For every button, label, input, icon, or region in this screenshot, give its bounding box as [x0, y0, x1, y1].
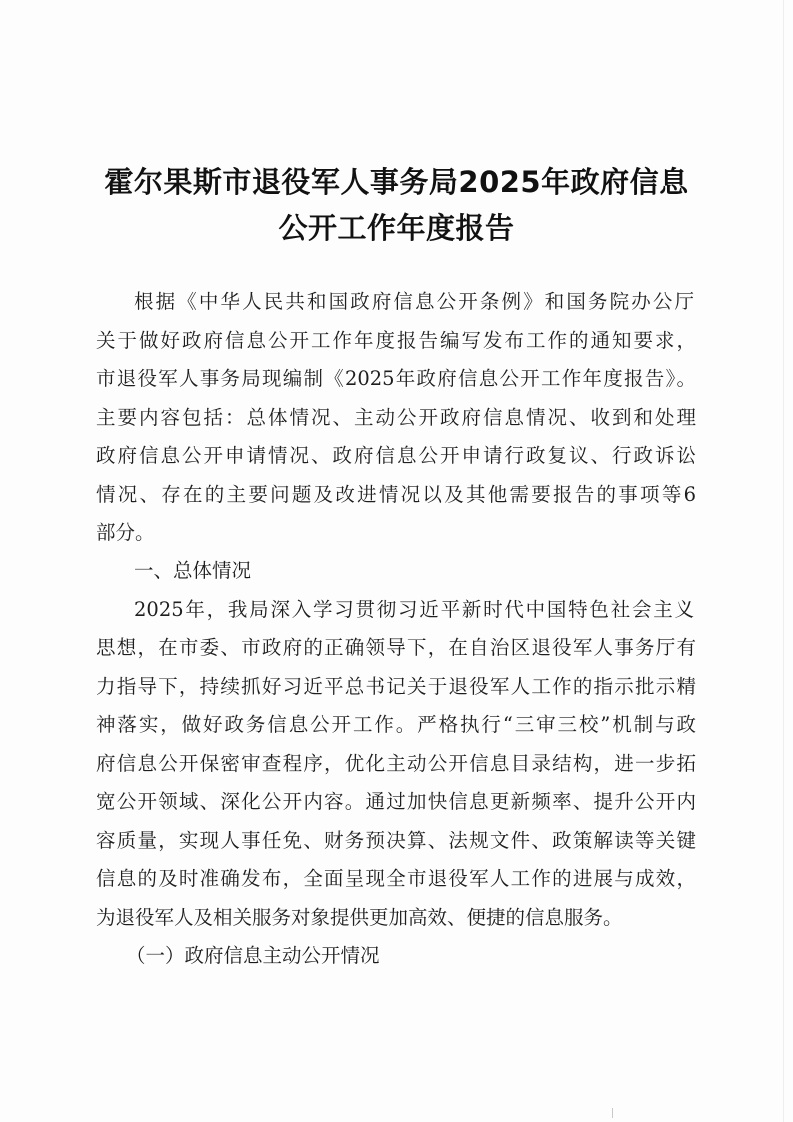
section-line: 2025年，我局深入学习贯彻习近平新时代中国特色社会主义: [134, 598, 694, 621]
section-line: 为退役军人及相关服务对象提供更加高效、便捷的信息服务。: [96, 906, 623, 929]
intro-line: 政府信息公开申请情况、政府信息公开申请行政复议、行政诉讼: [96, 444, 696, 467]
intro-line: 市退役军人事务局现编制《2025年政府信息公开工作年度报告》。: [96, 367, 696, 390]
intro-line: 部分。: [96, 521, 155, 544]
section-line: 力指导下，持续抓好习近平总书记关于退役军人工作的指示批示精: [96, 675, 696, 698]
scan-edge: [783, 0, 784, 1122]
section-line: 信息的及时准确发布，全面呈现全市退役军人工作的进展与成效，: [96, 867, 696, 890]
section-line: 宽公开领域、深化公开内容。通过加快信息更新频率、提升公开内: [96, 790, 696, 813]
section-line: 思想，在市委、市政府的正确领导下，在自治区退役军人事务厅有: [96, 636, 696, 659]
intro-line: 情况、存在的主要问题及改进情况以及其他需要报告的事项等6: [96, 483, 696, 506]
section-line: 府信息公开保密审查程序，优化主动公开信息目录结构，进一步拓: [96, 752, 696, 775]
subsection-heading: （一）政府信息主动公开情况: [126, 944, 380, 967]
section-line: 容质量，实现人事任免、财务预决算、法规文件、政策解读等关键: [96, 829, 696, 852]
scan-speck: [612, 1108, 613, 1118]
section-heading: 一、总体情况: [134, 559, 252, 582]
section-line: 神落实，做好政务信息公开工作。严格执行“三审三校”机制与政: [96, 713, 696, 736]
document-title-line-2: 公开工作年度报告: [278, 211, 515, 245]
document-title-line-1: 霍尔果斯市退役军人事务局2025年政府信息: [104, 165, 689, 199]
intro-line: 根据《中华人民共和国政府信息公开条例》和国务院办公厅: [134, 290, 694, 313]
intro-line: 关于做好政府信息公开工作年度报告编写发布工作的通知要求，: [96, 329, 696, 352]
intro-line: 主要内容包括：总体情况、主动公开政府信息情况、收到和处理: [96, 406, 696, 429]
